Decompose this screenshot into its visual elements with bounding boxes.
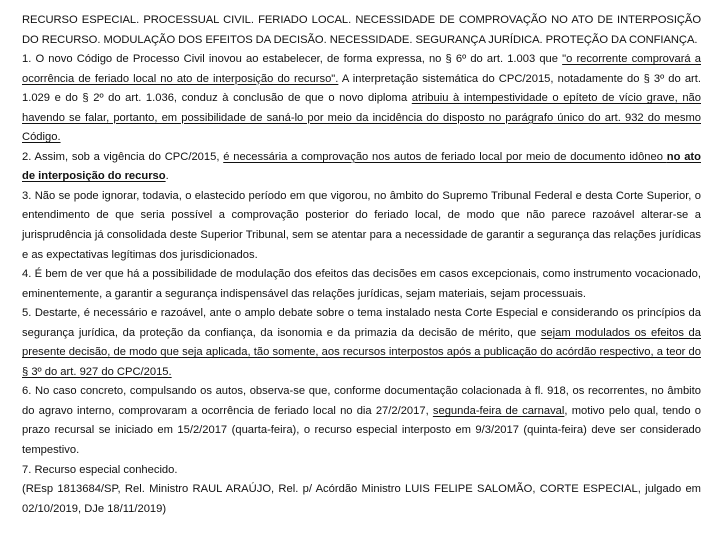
item-5 [22, 304, 701, 382]
item-6-underlined: segunda-feira de carnaval [432, 404, 565, 417]
item-1-text-a: O novo Código de Processo Civil inovou ao estabelecer, de forma expressa, no § 6º do art. 1.003 que [31, 53, 563, 66]
item-2-period: . [165, 170, 169, 183]
item-3-text: Não se pode ignorar, todavia, o elastecido período em que vigorou, no âmbito do Supremo Tribunal Federal e desta Corte Superior, o entendimento de que seria possível a comprovação posterior do feriado local, de modo que não parece razoável alterar-se a jurisprudência já consolidada deste Superior Tribunal, sem se atentar para a necessidade de garantir a segurança das relações jurídicas e as expectativas legítimas dos jurisdicionados. [22, 189, 701, 261]
item-6-text-b: , motivo pelo qual, tendo o prazo recursal se iniciado em 15/2/2017 (quarta-feira), o recurso especial interposto em 9/3/2017 (quinta-feira) deve ser considerado tempestivo. [22, 404, 701, 457]
item-2-underlined-bold: no ato de interposição do recurso [22, 150, 701, 183]
item-6-number: 6. [22, 385, 32, 398]
item-5-underlined: sejam modulados os efeitos da presente decisão, de modo que seja aplicada, tão somente, aos recursos interpostos após a publicação do acórdão respectivo, a teor do § 3º do art. 927 do CPC/2015. [22, 326, 701, 378]
item-1-number: 1. [22, 53, 32, 66]
item-7 [22, 461, 701, 481]
case-citation: (REsp 1813684/SP, Rel. Ministro RAUL ARAÚJO, Rel. p/ Acórdão Ministro LUIS FELIPE SALOMÃO, CORTE ESPECIAL, julgado em 02/10/2019, DJe 18/11/2019) [22, 483, 701, 515]
item-3 [22, 187, 701, 265]
item-5-text-a: Destarte, é necessário e razoável, ante o amplo debate sobre o tema instalado nesta Corte Especial e considerando os princípios da segurança jurídica, da proteção da confiança, da isonomia e da primazia da decisão de mérito, que [22, 307, 701, 339]
item-6-text-a: No caso concreto, compulsando os autos, observa-se que, conforme documentação colacionada à fl. 918, os recorrentes, no âmbito do agravo interno, comprovaram a ocorrência de feriado local no dia 27/2/2017, [22, 385, 701, 417]
item-7-text: Recurso especial conhecido. [31, 463, 178, 476]
item-4 [22, 265, 701, 304]
item-4-number: 4. [22, 268, 32, 281]
item-2-text-a: Assim, sob a vigência do CPC/2015, [31, 150, 224, 163]
document-page [22, 11, 701, 519]
item-2-number: 2. [22, 150, 32, 163]
item-2-underlined: é necessária a comprovação nos autos de feriado local por meio de documento idôneo [223, 150, 667, 163]
item-6 [22, 382, 701, 460]
item-7-number: 7. [22, 463, 32, 476]
item-1-text-b: A interpretação sistemática do CPC/2015, notadamente do § 3º do art. 1.029 e do § 2º do art. 1.036, conduz à conclusão de que o novo diploma [22, 72, 701, 105]
item-2 [22, 148, 701, 187]
item-4-text: É bem de ver que há a possibilidade de modulação dos efeitos das decisões em casos excepcionais, como instrumento vocacionado, eminentemente, a garantir a segurança indispensável das relações jurídicas, sejam materiais, sejam processuais. [22, 268, 701, 300]
item-5-number: 5. [22, 307, 32, 320]
item-1 [22, 50, 701, 148]
item-1-conclusion-underlined: atribuiu à intempestividade o epíteto de vício grave, não havendo se falar, portanto, em possibilidade de saná-lo por meio da incidência do disposto no parágrafo único do art. 932 do mesmo Código. [22, 92, 701, 144]
item-3-number: 3. [22, 189, 32, 202]
ementa-heading: RECURSO ESPECIAL. PROCESSUAL CIVIL. FERIADO LOCAL. NECESSIDADE DE COMPROVAÇÃO NO ATO DE INTERPOSIÇÃO DO RECURSO. MODULAÇÃO DOS EFEITOS DA DECISÃO. NECESSIDADE. SEGURANÇA JURÍDICA. PROTEÇÃO DA CONFIANÇA. [22, 14, 701, 46]
item-1-quote-underlined: "o recorrente comprovará a ocorrência de feriado local no ato de interposição do recurso". [22, 53, 701, 85]
